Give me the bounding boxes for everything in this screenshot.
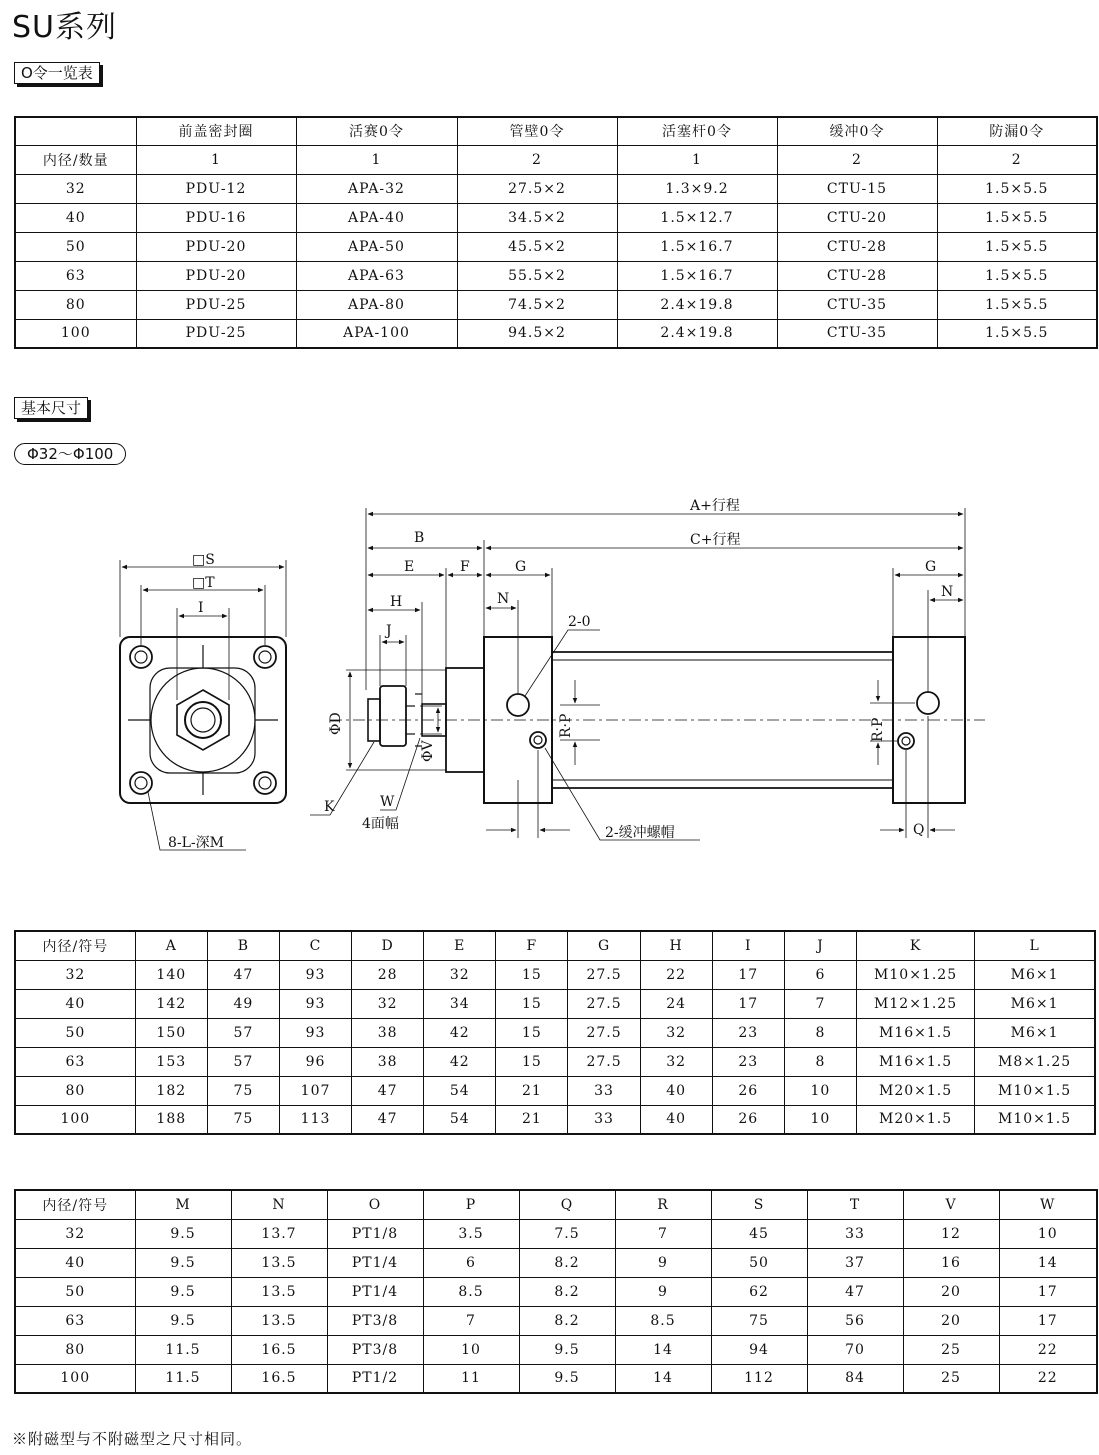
oring-table (14, 116, 1098, 349)
dim1-cell: 54 (424, 1105, 496, 1134)
dim2-cell: 32 (15, 1219, 135, 1248)
label-V: ΦV (420, 740, 436, 762)
dim2-cell: 63 (15, 1306, 135, 1335)
dim2-cell: 112 (711, 1364, 807, 1393)
dim1-cell: 38 (352, 1047, 424, 1076)
oring-cell: 94.5×2 (457, 319, 617, 348)
oring-cell: 活塞杆0令 (617, 117, 777, 145)
dim1-cell: 113 (279, 1105, 351, 1134)
bore-range-label: Φ32～Φ100 (14, 443, 126, 465)
oring-cell: 1.5×16.7 (617, 232, 777, 261)
dim2-cell: 9.5 (519, 1335, 615, 1364)
dim2-cell: 内径/符号 (15, 1190, 135, 1219)
dim1-cell: 33 (568, 1105, 640, 1134)
dim2-cell: 9 (615, 1277, 711, 1306)
dim1-cell: M12×1.25 (856, 989, 974, 1018)
dim1-cell: M8×1.25 (975, 1047, 1095, 1076)
oring-cell: 1.5×5.5 (937, 174, 1097, 203)
dim1-cell: M16×1.5 (856, 1047, 974, 1076)
dim1-cell: 57 (207, 1018, 279, 1047)
label-RP-rear: R·P (870, 717, 886, 742)
oring-section-label: O令一览表 (14, 62, 100, 84)
dim1-cell: 7 (784, 989, 856, 1018)
label-W-note: 4面幅 (362, 816, 399, 832)
oring-row (15, 174, 1097, 203)
dim1-cell: A (135, 931, 207, 960)
dim1-row (15, 931, 1095, 960)
dim1-cell: H (640, 931, 712, 960)
label-D: ΦD (328, 712, 344, 735)
dim2-cell: 6 (423, 1248, 519, 1277)
dim1-cell: M6×1 (975, 1018, 1095, 1047)
dim1-cell: 33 (568, 1076, 640, 1105)
dim2-cell: 9.5 (135, 1248, 231, 1277)
dim1-cell: F (496, 931, 568, 960)
dim1-cell: C (279, 931, 351, 960)
dim1-cell: 57 (207, 1047, 279, 1076)
dim2-cell: 9 (615, 1248, 711, 1277)
dim2-cell: 7 (615, 1219, 711, 1248)
dim2-row (15, 1277, 1097, 1306)
dim1-row (15, 1105, 1095, 1134)
oring-cell: PDU-16 (136, 203, 296, 232)
oring-cell: PDU-12 (136, 174, 296, 203)
dim2-cell: 45 (711, 1219, 807, 1248)
dim2-cell: S (711, 1190, 807, 1219)
dim1-cell: E (424, 931, 496, 960)
dim2-cell: 9.5 (135, 1277, 231, 1306)
dim1-row (15, 960, 1095, 989)
dim2-cell: 16 (903, 1248, 999, 1277)
oring-cell: 内径/数量 (15, 145, 136, 174)
label-T: □T (192, 575, 215, 591)
dim1-cell: 24 (640, 989, 712, 1018)
oring-cell: CTU-35 (777, 290, 937, 319)
footnote: ※附磁型与不附磁型之尺寸相同。 (12, 1430, 253, 1448)
dim1-cell: 27.5 (568, 1018, 640, 1047)
oring-cell: PDU-25 (136, 290, 296, 319)
dim1-cell: 6 (784, 960, 856, 989)
dim1-cell: 93 (279, 960, 351, 989)
dim1-cell: 8 (784, 1018, 856, 1047)
dim2-cell: 8.2 (519, 1306, 615, 1335)
dim2-cell: PT1/4 (327, 1277, 423, 1306)
dim1-cell: 40 (640, 1105, 712, 1134)
dim2-cell: 8.2 (519, 1277, 615, 1306)
dim2-cell: 13.7 (231, 1219, 327, 1248)
dim1-cell: 182 (135, 1076, 207, 1105)
label-W: W (380, 794, 395, 810)
oring-cell: APA-63 (296, 261, 457, 290)
oring-cell: 1.5×5.5 (937, 290, 1097, 319)
dim1-cell: M6×1 (975, 960, 1095, 989)
oring-cell: 前盖密封圈 (136, 117, 296, 145)
dim1-cell: 内径/符号 (15, 931, 135, 960)
label-J: J (386, 623, 392, 639)
oring-cell: 74.5×2 (457, 290, 617, 319)
dim1-cell: M20×1.5 (856, 1105, 974, 1134)
dim2-cell: 20 (903, 1306, 999, 1335)
dim2-cell: 8.5 (423, 1277, 519, 1306)
dim2-cell: 10 (999, 1219, 1097, 1248)
oring-row (15, 232, 1097, 261)
dim1-cell: M10×1.5 (975, 1105, 1095, 1134)
oring-cell: 32 (15, 174, 136, 203)
dim1-cell: M10×1.25 (856, 960, 974, 989)
dim2-cell: 22 (999, 1364, 1097, 1393)
label-G-rear: G (925, 559, 937, 575)
cylinder-drawing (0, 480, 1099, 870)
dim2-cell: P (423, 1190, 519, 1219)
oring-row (15, 261, 1097, 290)
dim2-cell: 75 (711, 1306, 807, 1335)
dim1-cell: L (975, 931, 1095, 960)
oring-cell: 27.5×2 (457, 174, 617, 203)
dim1-cell: B (207, 931, 279, 960)
dim2-cell: 47 (807, 1277, 903, 1306)
oring-cell: 45.5×2 (457, 232, 617, 261)
oring-cell: 1.5×12.7 (617, 203, 777, 232)
dim1-row (15, 1018, 1095, 1047)
dim1-cell: 32 (640, 1047, 712, 1076)
dim1-cell: M6×1 (975, 989, 1095, 1018)
dim1-cell: 96 (279, 1047, 351, 1076)
dim2-cell: 9.5 (135, 1306, 231, 1335)
oring-cell: 1.5×5.5 (937, 232, 1097, 261)
dim2-cell: 17 (999, 1277, 1097, 1306)
dim1-cell: 47 (352, 1105, 424, 1134)
oring-cell: 缓冲0令 (777, 117, 937, 145)
label-K: K (324, 799, 335, 815)
dim1-cell: 50 (15, 1018, 135, 1047)
dim1-cell: 75 (207, 1105, 279, 1134)
dim2-cell: 62 (711, 1277, 807, 1306)
oring-cell: CTU-35 (777, 319, 937, 348)
dim1-cell: 42 (424, 1018, 496, 1047)
dim2-cell: 17 (999, 1306, 1097, 1335)
label-cushion: 2-缓冲螺帽 (605, 825, 675, 841)
oring-cell: 1.5×16.7 (617, 261, 777, 290)
dim2-cell: 14 (999, 1248, 1097, 1277)
dim1-cell: 10 (784, 1076, 856, 1105)
dim1-cell: 34 (424, 989, 496, 1018)
dim2-cell: 11.5 (135, 1335, 231, 1364)
dim2-row (15, 1306, 1097, 1335)
dim2-cell: 7.5 (519, 1219, 615, 1248)
dim1-cell: 32 (352, 989, 424, 1018)
oring-cell: 1 (617, 145, 777, 174)
dim1-cell: M20×1.5 (856, 1076, 974, 1105)
oring-cell: APA-32 (296, 174, 457, 203)
oring-cell: 2 (937, 145, 1097, 174)
dim2-cell: PT1/4 (327, 1248, 423, 1277)
dim2-cell: PT3/8 (327, 1306, 423, 1335)
dim1-cell: 38 (352, 1018, 424, 1047)
dim1-cell: 17 (712, 989, 784, 1018)
dim2-cell: PT1/2 (327, 1364, 423, 1393)
dim1-cell: 47 (352, 1076, 424, 1105)
oring-cell: 活赛0令 (296, 117, 457, 145)
dim2-cell: T (807, 1190, 903, 1219)
dim2-cell: 50 (15, 1277, 135, 1306)
oring-cell: 2.4×19.8 (617, 319, 777, 348)
oring-cell: 1.3×9.2 (617, 174, 777, 203)
oring-row (15, 203, 1097, 232)
label-A: A+行程 (690, 498, 740, 514)
oring-cell: APA-100 (296, 319, 457, 348)
dim2-cell: O (327, 1190, 423, 1219)
dim1-cell: 15 (496, 1018, 568, 1047)
dim2-cell: 8.5 (615, 1306, 711, 1335)
oring-row (15, 319, 1097, 348)
dim1-cell: 63 (15, 1047, 135, 1076)
dim1-cell: 107 (279, 1076, 351, 1105)
dim2-cell: 84 (807, 1364, 903, 1393)
oring-cell: 50 (15, 232, 136, 261)
label-L: 8-L-深M (168, 835, 224, 851)
dim2-cell: M (135, 1190, 231, 1219)
dim2-cell: 16.5 (231, 1335, 327, 1364)
dim1-cell: 80 (15, 1076, 135, 1105)
dim1-cell: 40 (15, 989, 135, 1018)
dim1-cell: 15 (496, 960, 568, 989)
dim2-cell: 9.5 (135, 1219, 231, 1248)
label-N-rear: N (941, 584, 954, 600)
dim2-cell: W (999, 1190, 1097, 1219)
oring-cell: CTU-28 (777, 261, 937, 290)
oring-cell: 防漏0令 (937, 117, 1097, 145)
dim1-cell: 32 (424, 960, 496, 989)
dim2-cell: 12 (903, 1219, 999, 1248)
label-N-front: N (497, 591, 510, 607)
dim2-cell: 9.5 (519, 1364, 615, 1393)
dim2-cell: 70 (807, 1335, 903, 1364)
oring-row (15, 290, 1097, 319)
dim2-row (15, 1190, 1097, 1219)
label-F: F (460, 559, 470, 575)
oring-cell: 55.5×2 (457, 261, 617, 290)
dim1-cell: 26 (712, 1076, 784, 1105)
label-RP-front: R·P (558, 713, 574, 738)
oring-cell: APA-80 (296, 290, 457, 319)
dim2-cell: 56 (807, 1306, 903, 1335)
dim1-cell: M10×1.5 (975, 1076, 1095, 1105)
dim1-cell: 15 (496, 1047, 568, 1076)
dim1-cell: 15 (496, 989, 568, 1018)
dim2-cell: 16.5 (231, 1364, 327, 1393)
oring-cell: 1 (296, 145, 457, 174)
dim1-cell: 54 (424, 1076, 496, 1105)
dim2-cell: 100 (15, 1364, 135, 1393)
dim2-cell: 13.5 (231, 1277, 327, 1306)
dim2-cell: 40 (15, 1248, 135, 1277)
dimension-table-2 (14, 1189, 1098, 1394)
oring-cell: PDU-20 (136, 261, 296, 290)
label-E: E (404, 559, 415, 575)
dim1-cell: 22 (640, 960, 712, 989)
dim2-cell: 14 (615, 1364, 711, 1393)
oring-cell: 1.5×5.5 (937, 203, 1097, 232)
dim2-cell: 50 (711, 1248, 807, 1277)
dim1-cell: 27.5 (568, 1047, 640, 1076)
dim1-cell: 17 (712, 960, 784, 989)
dim2-cell: 3.5 (423, 1219, 519, 1248)
oring-cell: 63 (15, 261, 136, 290)
oring-cell: CTU-20 (777, 203, 937, 232)
dim2-cell: 80 (15, 1335, 135, 1364)
dim2-row (15, 1248, 1097, 1277)
label-Q: Q (913, 822, 925, 838)
oring-cell: 2 (457, 145, 617, 174)
dim2-cell: V (903, 1190, 999, 1219)
oring-row (15, 145, 1097, 174)
label-C: C+行程 (690, 532, 741, 548)
dim2-cell: R (615, 1190, 711, 1219)
dim1-cell: 21 (496, 1076, 568, 1105)
dim1-cell: D (352, 931, 424, 960)
oring-cell: 2.4×19.8 (617, 290, 777, 319)
dim1-cell: 8 (784, 1047, 856, 1076)
oring-cell: PDU-20 (136, 232, 296, 261)
dim1-cell: J (784, 931, 856, 960)
dim1-cell: I (712, 931, 784, 960)
oring-cell: 1 (136, 145, 296, 174)
dim1-row (15, 1076, 1095, 1105)
dim2-cell: 8.2 (519, 1248, 615, 1277)
dim2-cell: 10 (423, 1335, 519, 1364)
dim2-row (15, 1219, 1097, 1248)
dim2-cell: 25 (903, 1364, 999, 1393)
dim1-cell: M16×1.5 (856, 1018, 974, 1047)
dim1-cell: 142 (135, 989, 207, 1018)
dim1-cell: 32 (15, 960, 135, 989)
dim1-row (15, 1047, 1095, 1076)
dim1-cell: 150 (135, 1018, 207, 1047)
oring-cell: 100 (15, 319, 136, 348)
dim1-cell: 32 (640, 1018, 712, 1047)
dim1-cell: G (568, 931, 640, 960)
oring-cell: 80 (15, 290, 136, 319)
dim1-cell: 27.5 (568, 960, 640, 989)
oring-cell (15, 117, 136, 145)
oring-cell: 40 (15, 203, 136, 232)
oring-cell: 1.5×5.5 (937, 319, 1097, 348)
dim2-cell: N (231, 1190, 327, 1219)
dim1-cell: 140 (135, 960, 207, 989)
dim2-cell: Q (519, 1190, 615, 1219)
dim2-cell: PT3/8 (327, 1335, 423, 1364)
page-title: SU系列 (12, 10, 118, 45)
oring-cell: APA-40 (296, 203, 457, 232)
dim1-cell: 21 (496, 1105, 568, 1134)
dim2-cell: 25 (903, 1335, 999, 1364)
label-I: I (198, 600, 204, 616)
dim1-cell: 47 (207, 960, 279, 989)
label-G-front: G (515, 559, 527, 575)
oring-cell: CTU-15 (777, 174, 937, 203)
dim2-row (15, 1364, 1097, 1393)
dim1-cell: 93 (279, 989, 351, 1018)
dim1-cell: 23 (712, 1018, 784, 1047)
dim2-cell: 20 (903, 1277, 999, 1306)
oring-cell: PDU-25 (136, 319, 296, 348)
dim2-cell: 13.5 (231, 1306, 327, 1335)
dim2-cell: 22 (999, 1335, 1097, 1364)
dim1-cell: 49 (207, 989, 279, 1018)
dim1-cell: 153 (135, 1047, 207, 1076)
dim2-cell: 14 (615, 1335, 711, 1364)
dim2-row (15, 1335, 1097, 1364)
dim2-cell: 37 (807, 1248, 903, 1277)
oring-row (15, 117, 1097, 145)
dim1-cell: 42 (424, 1047, 496, 1076)
dim2-cell: 94 (711, 1335, 807, 1364)
dim1-cell: 27.5 (568, 989, 640, 1018)
dim1-cell: 75 (207, 1076, 279, 1105)
dim1-cell: 10 (784, 1105, 856, 1134)
label-B: B (414, 530, 425, 546)
oring-cell: 34.5×2 (457, 203, 617, 232)
dim1-cell: 40 (640, 1076, 712, 1105)
label-H: H (390, 594, 403, 610)
dim2-cell: 33 (807, 1219, 903, 1248)
oring-cell: 2 (777, 145, 937, 174)
oring-cell: 管壁0令 (457, 117, 617, 145)
dim1-cell: 188 (135, 1105, 207, 1134)
dim2-cell: 13.5 (231, 1248, 327, 1277)
dim2-cell: PT1/8 (327, 1219, 423, 1248)
dimension-table-1 (14, 930, 1096, 1135)
basic-dims-section-label: 基本尺寸 (14, 397, 88, 419)
dim2-cell: 11 (423, 1364, 519, 1393)
dim1-cell: 23 (712, 1047, 784, 1076)
dim2-cell: 7 (423, 1306, 519, 1335)
dim1-cell: 28 (352, 960, 424, 989)
dim1-cell: 26 (712, 1105, 784, 1134)
oring-cell: APA-50 (296, 232, 457, 261)
dim1-cell: K (856, 931, 974, 960)
dim2-cell: 11.5 (135, 1364, 231, 1393)
dim1-cell: 93 (279, 1018, 351, 1047)
label-O: 2-0 (568, 614, 591, 630)
oring-cell: CTU-28 (777, 232, 937, 261)
dim1-row (15, 989, 1095, 1018)
dim1-cell: 100 (15, 1105, 135, 1134)
label-S: □S (192, 552, 215, 568)
oring-cell: 1.5×5.5 (937, 261, 1097, 290)
